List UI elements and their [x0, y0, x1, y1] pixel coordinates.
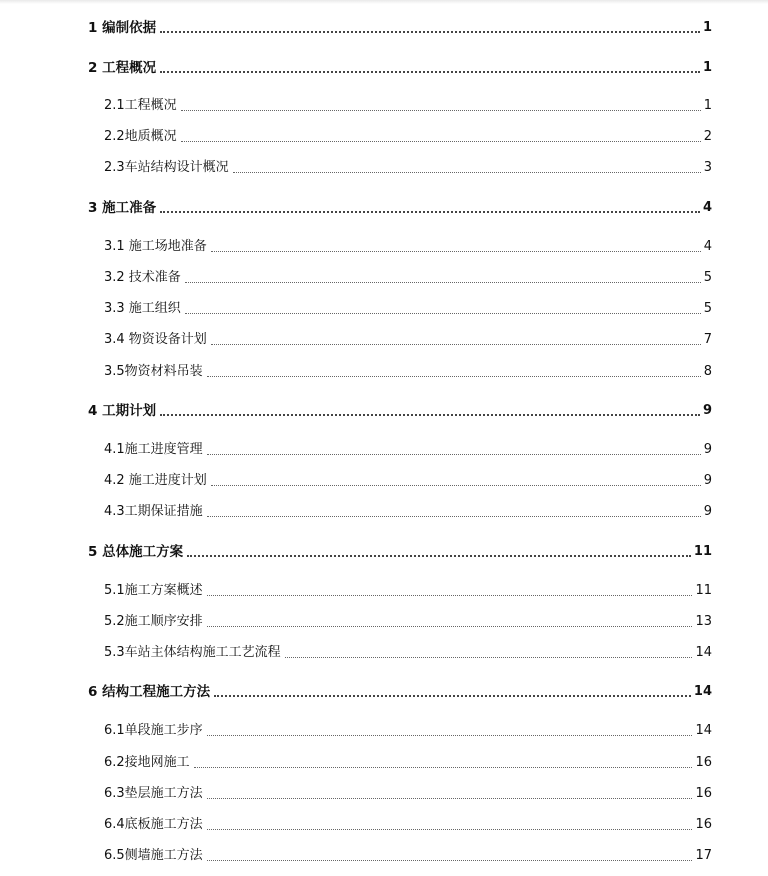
- dot-leader: [207, 735, 693, 736]
- toc-entry-section[interactable]: [104, 94, 712, 116]
- toc-entry-label: 4 工期计划: [88, 403, 157, 419]
- toc-entry-label: 4.3工期保证措施: [104, 504, 203, 519]
- dot-leader: [285, 657, 693, 658]
- dot-leader: [211, 344, 701, 345]
- toc-entry-page: 14: [695, 723, 712, 738]
- toc-entry-section[interactable]: [104, 751, 712, 773]
- dot-leader: [185, 282, 701, 283]
- toc-entry-label: 6.3垫层施工方法: [104, 786, 203, 801]
- toc-entry-page: 16: [695, 755, 712, 770]
- toc-entry-section[interactable]: [104, 500, 712, 522]
- toc-entry-page: 9: [702, 403, 712, 418]
- toc-entry-section[interactable]: [104, 641, 712, 663]
- toc-entry-page: 13: [695, 614, 712, 629]
- toc-entry-label: 5.3车站主体结构施工工艺流程: [104, 645, 281, 660]
- toc-entry-label: 6.1单段施工步序: [104, 723, 203, 738]
- toc-entry-label: 5 总体施工方案: [88, 544, 184, 560]
- toc-entry-section[interactable]: [104, 156, 712, 178]
- toc-entry-label: 3.3 施工组织: [104, 301, 181, 316]
- toc-entry-section[interactable]: [104, 125, 712, 147]
- dot-leader: [181, 141, 701, 142]
- toc-entry-page: 16: [695, 786, 712, 801]
- toc-entry-page: 1: [702, 60, 712, 75]
- toc-entry-section[interactable]: [104, 813, 712, 835]
- dot-leader: [207, 376, 701, 377]
- toc-entry-page: 11: [693, 544, 712, 559]
- toc-entry-page: 4: [702, 200, 712, 215]
- dot-leader: [207, 454, 701, 455]
- dot-leader: [160, 211, 700, 213]
- toc-entry-page: 1: [703, 98, 712, 113]
- toc-entry-chapter[interactable]: [88, 56, 712, 78]
- toc-entry-page: 9: [703, 504, 712, 519]
- toc-entry-page: 14: [693, 684, 712, 699]
- toc-entry-label: 5.2施工顺序安排: [104, 614, 203, 629]
- dot-leader: [214, 695, 691, 697]
- toc-entry-chapter[interactable]: [88, 399, 712, 421]
- toc-entry-page: 2: [703, 129, 712, 144]
- toc-entry-label: 2.2地质概况: [104, 129, 177, 144]
- toc-entry-label: 4.2 施工进度计划: [104, 473, 207, 488]
- toc-entry-label: 6.4底板施工方法: [104, 817, 203, 832]
- dot-leader: [194, 767, 693, 768]
- dot-leader: [207, 829, 693, 830]
- dot-leader: [211, 251, 701, 252]
- toc-entry-chapter[interactable]: [88, 16, 712, 38]
- toc-entry-section[interactable]: [104, 438, 712, 460]
- toc-entry-section[interactable]: [104, 579, 712, 601]
- toc-entry-section[interactable]: [104, 719, 712, 741]
- toc-entry-page: 9: [703, 473, 712, 488]
- toc-entry-page: 11: [695, 583, 712, 598]
- toc-entry-section[interactable]: [104, 610, 712, 632]
- toc-entry-page: 14: [695, 645, 712, 660]
- toc-entry-section[interactable]: [104, 235, 712, 257]
- toc-entry-page: 5: [703, 301, 712, 316]
- toc-entry-label: 3.2 技术准备: [104, 270, 181, 285]
- toc-entry-section[interactable]: [104, 844, 712, 866]
- dot-leader: [160, 31, 700, 33]
- toc-entry-label: 1 编制依据: [88, 20, 157, 36]
- dot-leader: [207, 860, 693, 861]
- dot-leader: [185, 313, 701, 314]
- dot-leader: [207, 626, 693, 627]
- toc-entry-label: 3.5物资材料吊装: [104, 364, 203, 379]
- toc-entry-section[interactable]: [104, 266, 712, 288]
- toc-entry-label: 4.1施工进度管理: [104, 442, 203, 457]
- toc-entry-section[interactable]: [104, 328, 712, 350]
- toc-entry-label: 2.3车站结构设计概况: [104, 160, 229, 175]
- toc-entry-label: 2 工程概况: [88, 60, 157, 76]
- dot-leader: [233, 172, 701, 173]
- toc-entry-label: 5.1施工方案概述: [104, 583, 203, 598]
- toc-entry-label: 2.1工程概况: [104, 98, 177, 113]
- toc-entry-page: 17: [695, 848, 712, 863]
- dot-leader: [207, 595, 693, 596]
- toc-entry-page: 1: [702, 20, 712, 35]
- toc-entry-label: 3.1 施工场地准备: [104, 239, 207, 254]
- dot-leader: [160, 71, 700, 73]
- toc-entry-chapter[interactable]: [88, 540, 712, 562]
- toc-entry-page: 16: [695, 817, 712, 832]
- toc-entry-page: 9: [703, 442, 712, 457]
- dot-leader: [207, 516, 701, 517]
- toc-entry-chapter[interactable]: [88, 680, 712, 702]
- dot-leader: [181, 110, 701, 111]
- dot-leader: [211, 485, 701, 486]
- toc-entry-section[interactable]: [104, 297, 712, 319]
- toc-entry-label: 6 结构工程施工方法: [88, 684, 211, 700]
- toc-entry-label: 3 施工准备: [88, 200, 157, 216]
- toc-entry-section[interactable]: [104, 469, 712, 491]
- toc-entry-section[interactable]: [104, 360, 712, 382]
- toc-entry-page: 4: [703, 239, 712, 254]
- toc-entry-label: 6.2接地网施工: [104, 755, 190, 770]
- dot-leader: [160, 414, 700, 416]
- toc-entry-page: 5: [703, 270, 712, 285]
- toc-entry-label: 6.5侧墙施工方法: [104, 848, 203, 863]
- toc-entry-page: 3: [703, 160, 712, 175]
- toc-entry-page: 7: [703, 332, 712, 347]
- dot-leader: [187, 555, 691, 557]
- toc-entry-label: 3.4 物资设备计划: [104, 332, 207, 347]
- toc-entry-section[interactable]: [104, 782, 712, 804]
- dot-leader: [207, 798, 693, 799]
- toc-entry-page: 8: [703, 364, 712, 379]
- toc-entry-chapter[interactable]: [88, 196, 712, 218]
